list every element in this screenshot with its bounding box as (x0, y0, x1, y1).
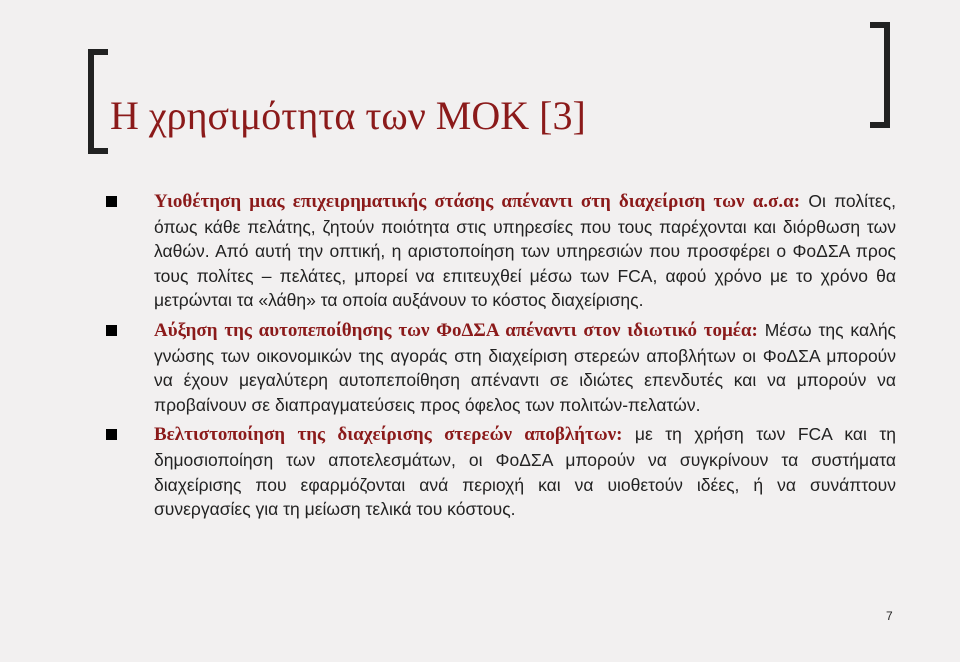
bullet-list (106, 189, 896, 527)
bullet-paragraph (154, 422, 896, 521)
bullet-item (106, 422, 896, 521)
right-bracket-decoration (870, 22, 890, 128)
bullet-lead: Υιοθέτηση μιας επιχειρηματικής στάσης απέναντι στη διαχείριση των α.σ.α: (154, 191, 801, 212)
bullet-lead: Αύξηση της αυτοπεποίθησης των ΦοΔΣΑ απέναντι στον ιδιωτικό τομέα: (154, 319, 758, 341)
bullet-item (106, 318, 896, 417)
bullet-item (106, 189, 896, 313)
bullet-paragraph (154, 318, 896, 417)
page-number: 7 (886, 609, 893, 623)
bullet-paragraph (154, 189, 896, 313)
bullet-lead: Βελτιστοποίηση της διαχείρισης στερεών αποβλήτων: (154, 424, 623, 446)
square-bullet-icon (106, 429, 117, 440)
square-bullet-icon (106, 196, 117, 207)
square-bullet-icon (106, 325, 117, 336)
bullet-body: με τη χρήση των FCA και τη δημοσιοποίηση των αποτελεσμάτων, οι ΦοΔΣΑ μπορούν να συγκρίνουν τα συστήματα διαχείρισης που εφαρμόζονται ανά περιοχή και να υιοθετούν ιδέες, ή να συνάπτουν συνεργασίες για τη μείωση τελικά του κόστους. (154, 424, 896, 520)
left-bracket-decoration (88, 49, 108, 154)
bullet-body: Μέσω της καλής γνώσης των οικονομικών της αγοράς στη διαχείριση στερεών αποβλήτων οι ΦοΔΣΑ μπορούν να έχουν μεγαλύτερη αυτοπεποίθηση απέναντι σε ιδιώτες επενδυτές και να μπορούν να προβαίνουν σε διαπραγματεύσεις προς όφελος των πολιτών-πελατών. (154, 319, 896, 415)
bullet-body: Οι πολίτες, όπως κάθε πελάτης, ζητούν ποιότητα στις υπηρεσίες που τους παρέχονται και διόρθωση των λαθών. Από αυτή την οπτική, η αριστοποίηση των υπηρεσιών που προσφέρει ο ΦοΔΣΑ προς τους πολίτες – πελάτες, μπορεί να επιτευχθεί μέσω των FCA, αφού χρόνο με το χρόνο θα μετρώνται τα «λάθη» τα οποία αυξάνουν το κόστος διαχείρισης. (154, 191, 896, 311)
slide-title: Η χρησιμότητα των ΜΟΚ [3] (110, 93, 586, 138)
